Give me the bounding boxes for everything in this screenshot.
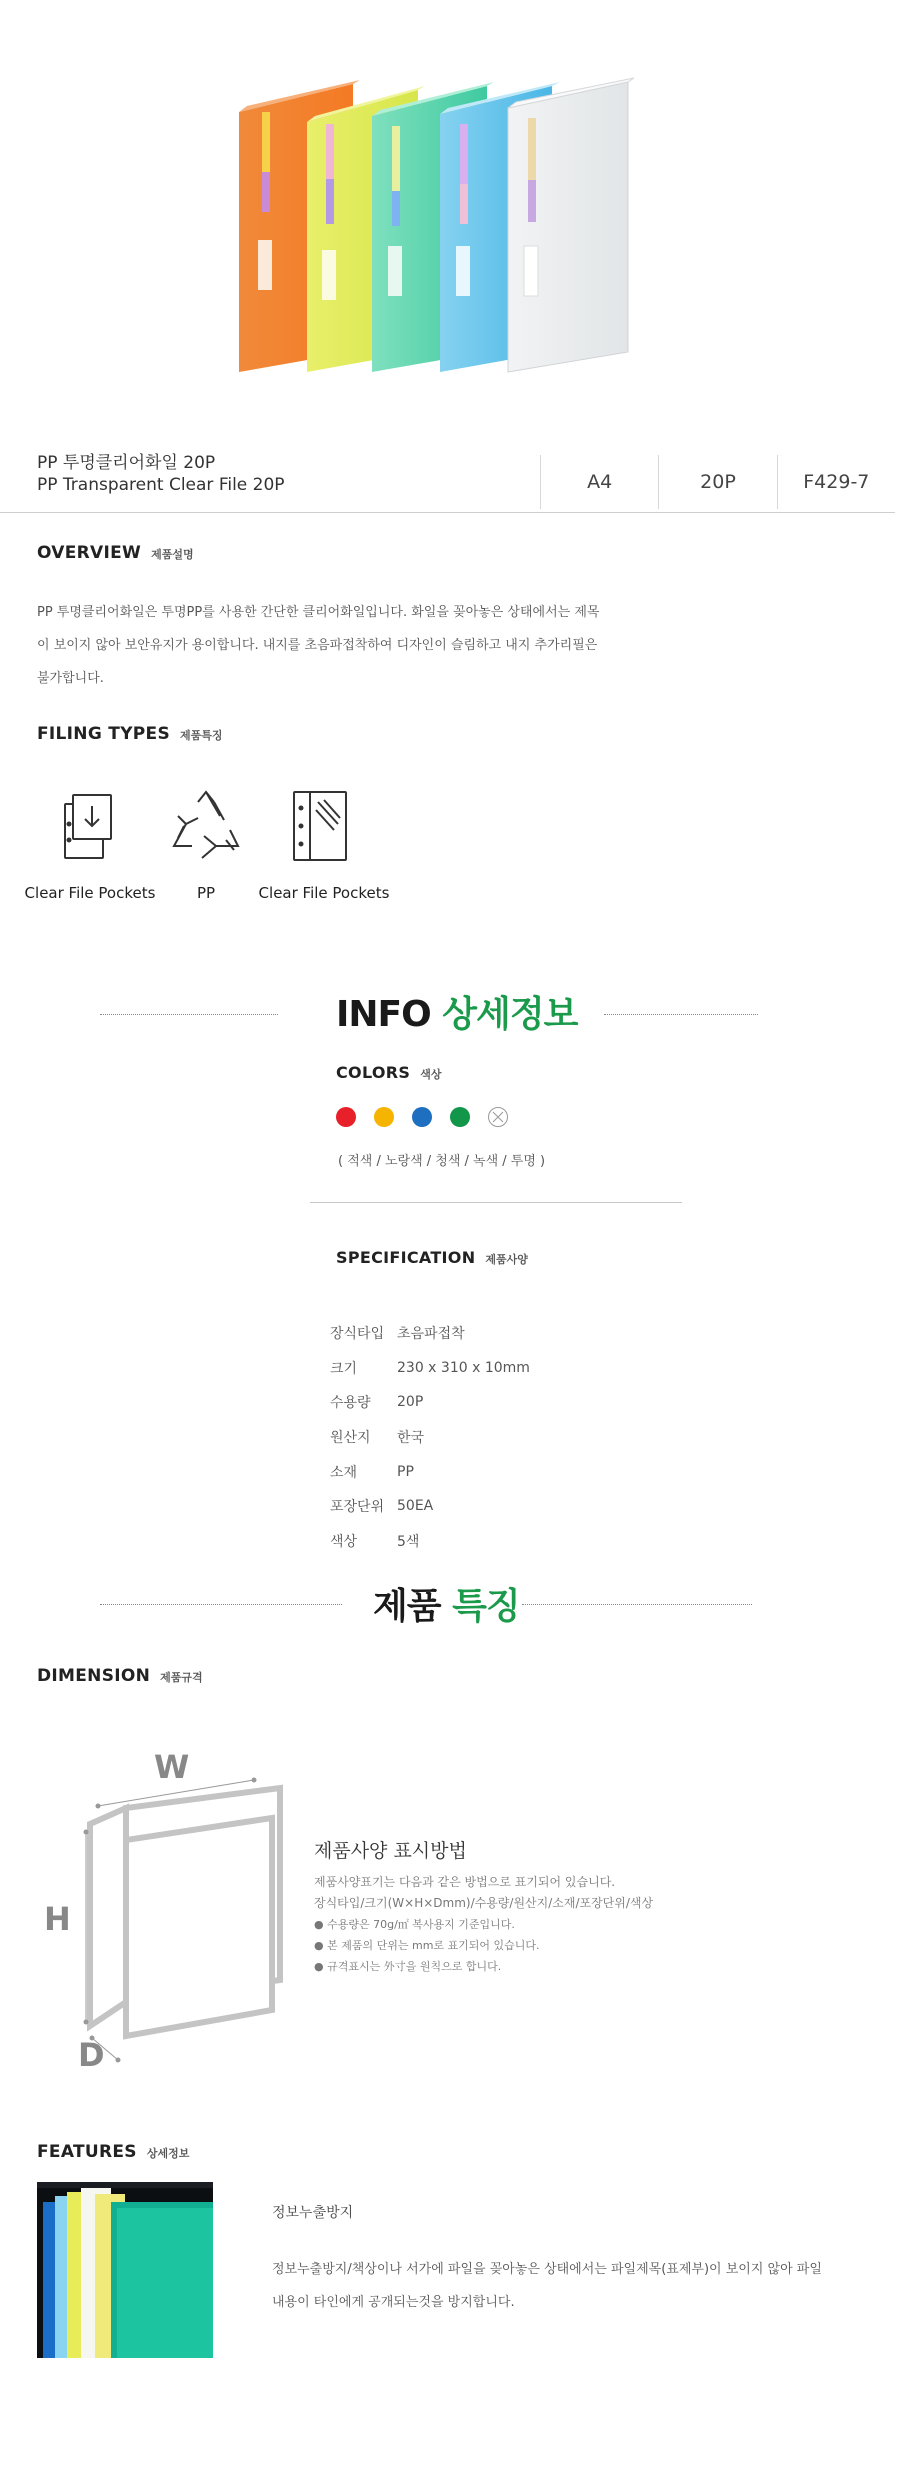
binder-dimension-diagram	[40, 1740, 300, 2074]
spec-model: F429-7	[777, 455, 895, 509]
dimension-title: 제품사양 표시방법	[314, 1840, 467, 1862]
overview-text: PP 투명클리어화일은 투명PP를 사용한 간단한 클리어화일입니다. 화일을 꽂아놓은 상태에서는 제목 이 보이지 않아 보안유지가 용이합니다. 내지를 초음파접착하여 디자인이 슬림하고 내지 추가리필은 불가합니다.	[37, 605, 600, 686]
product-title-en: PP Transparent Clear File 20P	[37, 475, 285, 495]
dotted-divider	[522, 1604, 752, 1605]
filing-label-1: Clear File Pockets	[24, 884, 156, 902]
clear-file-pocket-icon	[60, 792, 116, 866]
dimension-text: 제품사양표기는 다음과 같은 방법으로 표기되어 있습니다. 장식타입/크기(W×H×Dmm)/수용량/원산지/소재/포장단위/색상 ● 수용량은 70g/㎡ 복사용지 기준입니다. ● 본 제품의 단위는 mm로 표기되어 있습니다. ● 규격표시는 外寸을 원칙으로 합니다.	[314, 1875, 654, 1973]
filing-label-3: Clear File Pockets	[258, 884, 390, 902]
spec-row: 소재 PP	[330, 1463, 414, 1481]
swatch-yellow	[374, 1107, 394, 1127]
spec-row: 색상 5색	[330, 1533, 420, 1550]
clear-file-sheet-icon	[290, 788, 350, 868]
product-title-block	[37, 452, 285, 496]
color-swatches	[336, 1106, 521, 1127]
spec-row: 수용량 20P	[330, 1394, 424, 1412]
spec-row: 크기 230 x 310 x 10mm	[330, 1359, 530, 1377]
specification-heading: SPECIFICATION 제품사양	[336, 1248, 528, 1267]
features-title: 정보누출방지	[272, 2205, 354, 2221]
dotted-divider	[100, 1604, 342, 1605]
features-heading: FEATURES 상세정보	[37, 2142, 190, 2162]
feature-photo	[37, 2182, 213, 2362]
dimension-heading: DIMENSION 제품규격	[37, 1666, 203, 1686]
width-label: W	[154, 1748, 190, 1786]
product-title-ko: PP 투명클리어화일 20P	[37, 453, 216, 473]
swatch-red	[336, 1107, 356, 1127]
dotted-divider	[100, 1014, 278, 1015]
dotted-divider	[604, 1014, 758, 1015]
overview-heading: OVERVIEW 제품설명	[37, 543, 194, 563]
spec-row: 원산지 한국	[330, 1430, 425, 1447]
recycle-icon	[168, 788, 244, 868]
colors-heading: COLORS 색상	[336, 1063, 442, 1082]
colors-caption: ( 적색 / 노랑색 / 청색 / 녹색 / 투명 )	[338, 1154, 546, 1169]
info-heading: INFO 상세정보	[336, 994, 578, 1035]
spec-table	[330, 1316, 530, 1558]
spec-row: 장식타입 초음파접착	[330, 1326, 465, 1343]
product-spec-summary	[540, 455, 895, 509]
divider	[0, 512, 895, 513]
filing-types-heading: FILING TYPES 제품특징	[37, 724, 223, 744]
spec-pages: 20P	[658, 455, 776, 509]
divider	[310, 1202, 682, 1203]
depth-label: D	[78, 2036, 105, 2074]
spec-row: 포장단위 50EA	[330, 1498, 434, 1516]
filing-label-2: PP	[196, 884, 216, 902]
height-label: H	[44, 1900, 71, 1938]
swatch-blue	[412, 1107, 432, 1127]
spec-size: A4	[540, 455, 658, 509]
swatch-green	[450, 1107, 470, 1127]
feature-banner-heading: 제품 특징	[373, 1586, 520, 1627]
swatch-clear	[488, 1107, 508, 1127]
product-hero-image	[0, 0, 907, 420]
features-text: 정보누출방지/책상이나 서가에 파일을 꽂아놓은 상태에서는 파일제목(표제부)이 보이지 않아 파일 내용이 타인에게 공개되는것을 방지합니다.	[272, 2262, 822, 2310]
